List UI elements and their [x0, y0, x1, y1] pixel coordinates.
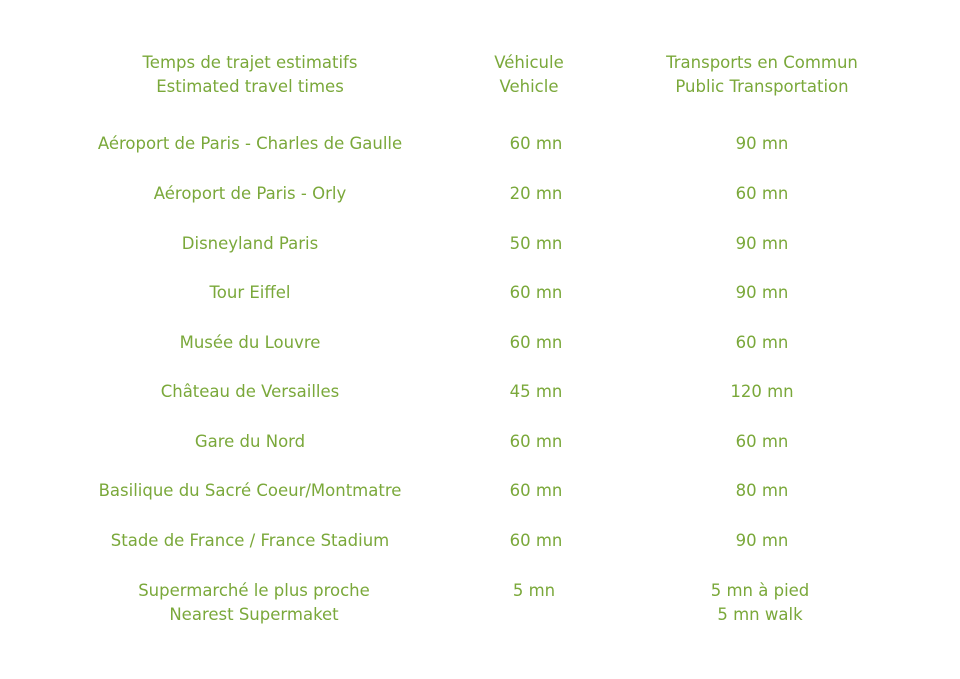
row-vehicle: 50 mn [509, 234, 563, 253]
header-transit-fr: Transports en Commun [666, 53, 858, 72]
supermarket-fr: Supermarché le plus proche [138, 581, 370, 600]
row-transit: 80 mn [735, 481, 789, 500]
row-vehicle: 60 mn [509, 134, 563, 153]
header-vehicle [429, 51, 629, 99]
row-place: Tour Eiffel [209, 283, 291, 302]
row-place: Musée du Louvre [179, 333, 321, 352]
row-vehicle-supermarket: 5 mn [512, 581, 556, 600]
row-place: Aéroport de Paris - Charles de Gaulle [97, 134, 403, 153]
header-destination-en: Estimated travel times [156, 77, 344, 96]
row-place: Basilique du Sacré Coeur/Montmatre [98, 481, 402, 500]
header-transit-en: Public Transportation [675, 77, 849, 96]
header-destination-fr: Temps de trajet estimatifs [142, 53, 358, 72]
row-transit: 60 mn [735, 333, 789, 352]
row-place-supermarket [54, 579, 454, 627]
supermarket-en: Nearest Supermaket [169, 605, 339, 624]
row-vehicle: 60 mn [509, 531, 563, 550]
supermarket-walk-fr: 5 mn à pied [710, 581, 810, 600]
row-transit: 90 mn [735, 531, 789, 550]
row-place: Stade de France / France Stadium [110, 531, 390, 550]
row-transit: 60 mn [735, 184, 789, 203]
header-transit [632, 51, 892, 99]
row-place: Château de Versailles [160, 382, 340, 401]
row-transit: 90 mn [735, 134, 789, 153]
supermarket-walk-en: 5 mn walk [717, 605, 803, 624]
header-vehicle-fr: Véhicule [494, 53, 564, 72]
header-vehicle-en: Vehicle [499, 77, 559, 96]
row-vehicle: 60 mn [509, 283, 563, 302]
row-vehicle: 60 mn [509, 481, 563, 500]
row-place: Disneyland Paris [181, 234, 319, 253]
row-transit: 120 mn [730, 382, 794, 401]
row-vehicle: 45 mn [509, 382, 563, 401]
row-transit-supermarket [630, 579, 890, 627]
row-place: Gare du Nord [194, 432, 306, 451]
row-transit: 90 mn [735, 283, 789, 302]
row-vehicle: 60 mn [509, 432, 563, 451]
row-vehicle: 20 mn [509, 184, 563, 203]
row-vehicle: 60 mn [509, 333, 563, 352]
row-transit: 90 mn [735, 234, 789, 253]
row-transit: 60 mn [735, 432, 789, 451]
row-place: Aéroport de Paris - Orly [153, 184, 347, 203]
header-destination [50, 51, 450, 99]
